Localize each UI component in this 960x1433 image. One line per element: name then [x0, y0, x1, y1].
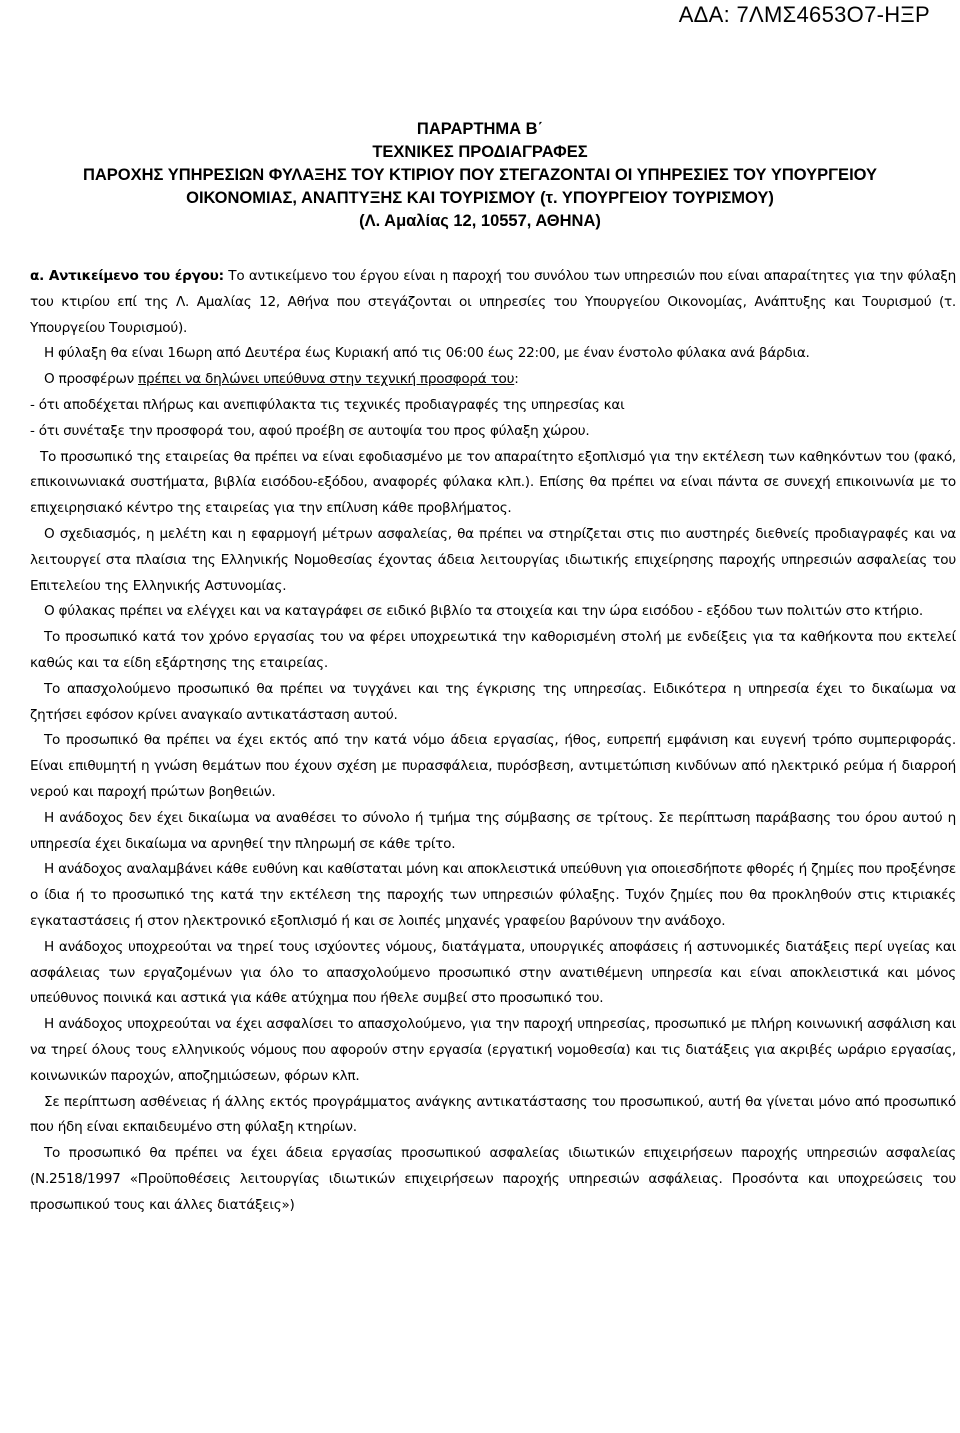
ada-stamp: ΑΔΑ: 7ΛΜΣ4653Ο7-ΗΞΡ [678, 2, 930, 27]
paragraph-uniform: Το προσωπικό κατά τον χρόνο εργασίας του να φέρει υποχρεωτικά την καθορισμένη στολή με ενδείξεις για τα καθήκοντα που εκτελεί καθώς και τα είδη εξάρτησης της εταιρείας. [30, 629, 956, 671]
address-line: (Λ. Αμαλίας 12, 10557, ΑΘΗΝΑ) [359, 212, 601, 230]
paragraph-security-design: Ο σχεδιασμός, η μελέτη και η εφαρμογή μέτρων ασφαλείας, θα πρέπει να στηρίζεται στις πιο αυστηρές διεθνείς προδιαγραφές και να λειτουργεί στα πλαίσια της Ελληνικής Νομοθεσίας έχοντας άδεια λειτουργίας ιδιωτικής επιχείρησης παροχής υπηρεσιών ασφαλείας του Επιτελείου της Ελληνικής Αστυνομίας. [30, 525, 956, 594]
paragraph-license: Το προσωπικό θα πρέπει να έχει άδεια εργασίας προσωπικού ασφαλείας ιδιωτικών επιχειρήσεων παροχής υπηρεσιών ασφαλείας (Ν.2518/1997 «Προϋποθέσεις λειτουργίας ιδιωτικών επιχειρήσεων παροχής υπηρεσιών ασφάλειας. Προσόντα και υποχρεώσεις του προσωπικού τους και άλλες διατάξεις») [30, 1145, 956, 1213]
paragraph-object [30, 264, 956, 341]
paragraph-liability: Η ανάδοχος αναλαμβάνει κάθε ευθύνη και καθίσταται μόνη και αποκλειστικά υπεύθυνη για οποιεσδήποτε φθορές ή ζημίες που προξένησε ο ίδια ή το προσωπικό της κατά την εκτέλεση της παροχής των υπηρεσιών φύλαξης. Τυχόν ζημίες που θα προκληθούν στις κτιριακές εγκαταστάσεις ή στον ηλεκτρονικό εξοπλισμό ή και σε λοιπές μηχανές γραφείου βαρύνουν την ανάδοχο. [30, 861, 956, 929]
declaration-underlined: πρέπει να δηλώνει υπεύθυνα στην τεχνική προσφορά του [138, 371, 515, 388]
declaration-intro: Ο προσφέρων [44, 371, 139, 388]
declaration-colon: : [514, 371, 519, 388]
declaration-item-2: - ότι συνέταξε την προσφορά του, αφού προέβη σε αυτοψία του προς φύλαξη χώρου. [30, 422, 590, 439]
service-title-line-2: ΟΙΚΟΝΟΜΙΑΣ, ΑΝΑΠΤΥΞΗΣ ΚΑΙ ΤΟΥΡΙΣΜΟΥ (τ. ΥΠΟΥΡΓΕΙΟΥ ΤΟΥΡΙΣΜΟΥ) [186, 189, 774, 207]
service-title-line-1: ΠΑΡΟΧΗΣ ΥΠΗΡΕΣΙΩΝ ΦΥΛΑΞΗΣ ΤΟΥ ΚΤΙΡΙΟΥ ΠΟΥ ΣΤΕΓΑΖΟΝΤΑΙ ΟΙ ΥΠΗΡΕΣΙΕΣ ΤΟΥ ΥΠΟΥΡΓΕΙΟΥ [82, 166, 878, 184]
paragraph-guard-logging: Ο φύλακας πρέπει να ελέγχει και να καταγράφει σε ειδικό βιβλίο τα στοιχεία και την ώρα εισόδου - εξόδου των πολιτών στο κτήριο. [44, 603, 923, 620]
paragraph-replacement: Σε περίπτωση ασθένειας ή άλλης εκτός προγράμματος ανάγκης αντικατάστασης του προσωπικού, αυτή θα γίνεται μόνο από προσωπικό που ήδη είναι εκπαιδευμένο στη φύλαξη κτηρίων. [30, 1093, 956, 1136]
paragraph-equipment: Το προσωπικό της εταιρείας θα πρέπει να είναι εφοδιασμένο με τον απαραίτητο εξοπλισμό για την εκτέλεση των καθηκόντων του (φακό, επικοινωνιακά συστήματα, βιβλία εισόδου-εξόδου, αναφορές φύλακα κλπ.). Επίσης θα πρέπει να είναι πάντα σε συνεχή επικοινωνία με το επιχειρησιακό κέντρο της εταιρείας για την επίλυση κάθε προβλήματος. [30, 448, 956, 517]
annex-title: ΠΑΡΑΡΤΗΜΑ Β΄ [416, 120, 544, 138]
section-label: α. Αντικείμενο του έργου: [30, 268, 224, 284]
paragraph-health-safety: Η ανάδοχος υποχρεούται να τηρεί τους ισχύοντες νόμους, διατάγματα, υπουργικές αποφάσεις ή αστυνομικές διατάξεις περί υγείας και ασφάλειας των εργαζομένων για όλο το απασχολούμενο προσωπικό στην ανατιθέμενη υπηρεσία και είναι αποκλειστικά και μόνος υπεύθυνος ποινικά και αστικά για κάθε ατύχημα που ήθελε συμβεί στο προσωπικό του. [30, 938, 956, 1007]
document-header [30, 118, 930, 233]
paragraph-guard-hours: Η φύλαξη θα είναι 16ωρη από Δευτέρα έως Κυριακή από τις 06:00 έως 22:00, με έναν ένστολο φύλακα ανά βάρδια. [44, 345, 810, 362]
paragraph-staff-approval: Το απασχολούμενο προσωπικό θα πρέπει να τυγχάνει και της έγκρισης της υπηρεσίας. Ειδικότερα η υπηρεσία έχει το δικαίωμα να ζητήσει εφόσον κρίνει αναγκαίο αντικατάσταση αυτού. [30, 680, 956, 723]
paragraph-object-text: Το αντικείμενο του έργου είναι η παροχή του συνόλου των υπηρεσιών που είναι απαραίτητες για την φύλαξη του κτιρίου επί της Λ. Αμαλίας 12, Αθήνα που στεγάζονται οι υπηρεσίες του Υπουργείου Οικονομίας, Ανάπτυξης και Τουρισμού (τ. Υπουργείου Τουρισμού). [30, 268, 956, 336]
spec-title: ΤΕΧΝΙΚΕΣ ΠΡΟΔΙΑΓΡΑΦΕΣ [372, 143, 588, 161]
paragraph-insurance: Η ανάδοχος υποχρεούται να έχει ασφαλίσει το απασχολούμενο, για την παροχή υπηρεσίας, προσωπικό με πλήρη κοινωνική ασφάλιση και να τηρεί όλους τους ελληνικούς νόμους που αφορούν στην εργασία (εργατική νομοθεσία) και τις διατάξεις για ακριβές ωράριο εργασίας, κοινωνικών παροχών, αποζημιώσεων, φόρων κλπ. [30, 1016, 956, 1084]
paragraph-subcontracting: Η ανάδοχος δεν έχει δικαίωμα να αναθέσει το σύνολο ή τμήμα της σύμβασης σε τρίτους. Σε περίπτωση παράβασης του όρου αυτού η υπηρεσία έχει δικαίωμα να αρνηθεί την πληρωμή σε κάθε τρίτο. [30, 809, 956, 852]
document-body [30, 264, 956, 1218]
paragraph-staff-conduct: Το προσωπικό θα πρέπει να έχει εκτός από την κατά νόμο άδεια εργασίας, ήθος, ευπρεπή εμφάνιση και ευγενή τρόπο συμπεριφοράς. Είναι επιθυμητή η γνώση θεμάτων που έχουν σχέση με πυρασφάλεια, πυρόσβεση, αντιμετώπιση κινδύνων από ηλεκτρικό ρεύμα ή διαρροή νερού και παροχή πρώτων βοηθειών. [30, 732, 956, 800]
declaration-item-1: - ότι αποδέχεται πλήρως και ανεπιφύλακτα τις τεχνικές προδιαγραφές της υπηρεσίας και [30, 396, 625, 413]
paragraph-declaration [30, 367, 956, 393]
